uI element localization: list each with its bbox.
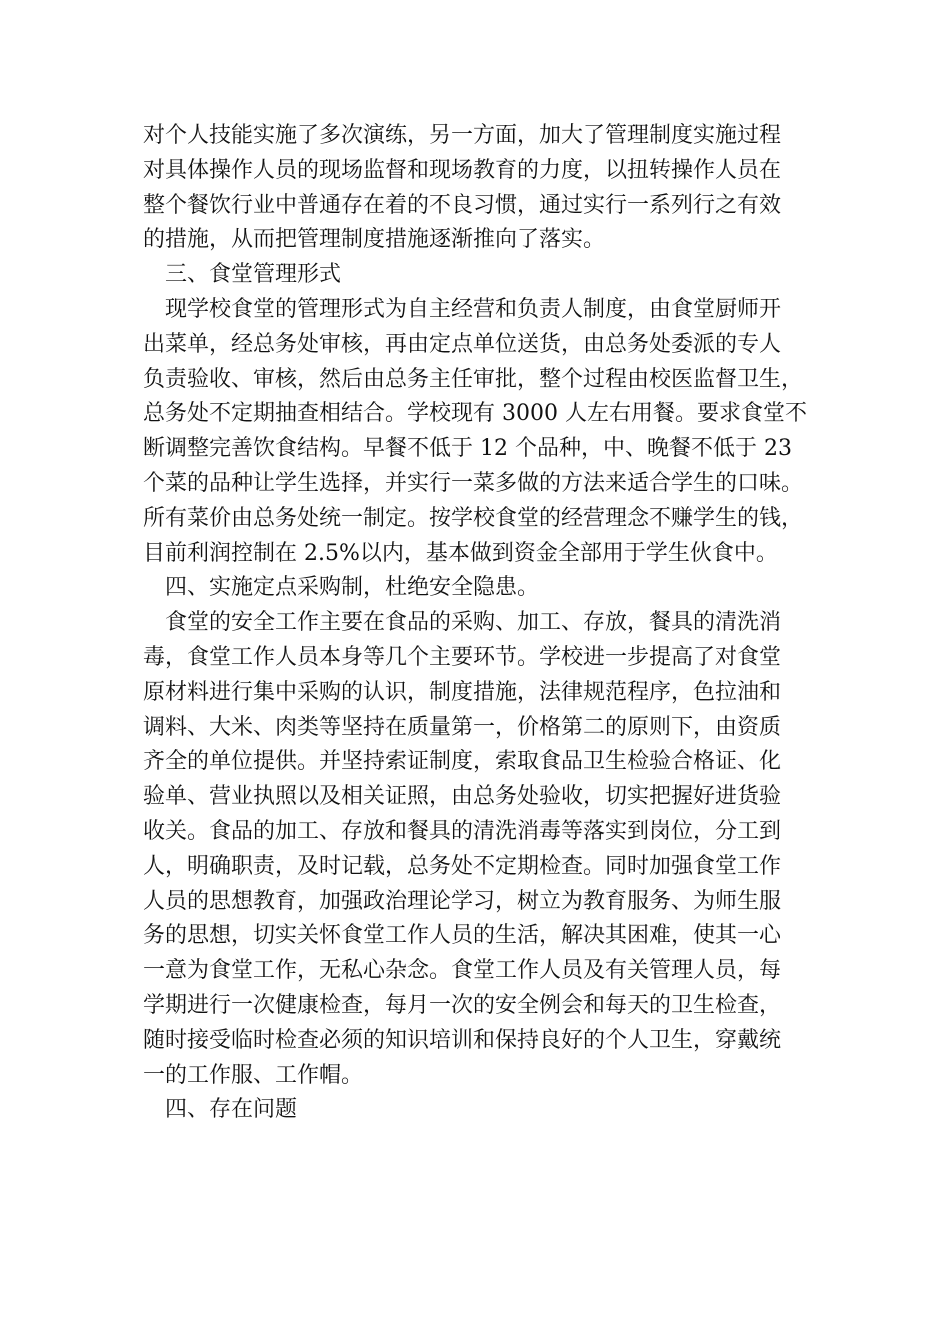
text-line: 人员的思想教育，加强政治理论学习，树立为教育服务、为师生服 — [143, 888, 782, 914]
text-line: 原材料进行集中采购的认识，制度措施，法律规范程序，色拉油和 — [143, 679, 782, 705]
text-line: 人，明确职责，及时记载，总务处不定期检查。同时加强食堂工作 — [143, 853, 782, 879]
text-line: 目前利润控制在 2.5%以内，基本做到资金全部用于学生伙食中。 — [143, 540, 778, 566]
text-line: 对具体操作人员的现场监督和现场教育的力度，以扭转操作人员在 — [143, 157, 782, 183]
paragraph-first-line: 三、食堂管理形式 — [165, 262, 342, 288]
text-line: 整个餐饮行业中普通存在着的不良习惯，通过实行一系列行之有效 — [143, 192, 782, 218]
text-line: 齐全的单位提供。并坚持索证制度，索取食品卫生检验合格证、化 — [143, 749, 782, 775]
text-line: 务的思想，切实关怀食堂工作人员的生活，解决其困难，使其一心 — [143, 923, 782, 949]
text-line: 收关。食品的加工、存放和餐具的清洗消毒等落实到岗位，分工到 — [143, 818, 782, 844]
text-line: 个菜的品种让学生选择，并实行一菜多做的方法来适合学生的口味。 — [143, 470, 804, 496]
text-line: 断调整完善饮食结构。早餐不低于 12 个品种，中、晚餐不低于 23 — [143, 436, 792, 462]
text-line: 对个人技能实施了多次演练，另一方面，加大了管理制度实施过程 — [143, 123, 782, 148]
text-line: 随时接受临时检查必须的知识培训和保持良好的个人卫生，穿戴统 — [143, 1027, 782, 1053]
paragraph-first-line: 四、存在问题 — [165, 1097, 298, 1123]
text-line: 出菜单，经总务处审核，再由定点单位送货，由总务处委派的专人 — [143, 331, 782, 357]
text-line: 验单、营业执照以及相关证照，由总务处验收，切实把握好进货验 — [143, 784, 782, 810]
text-line: 一意为食堂工作，无私心杂念。食堂工作人员及有关管理人员，每 — [143, 958, 782, 984]
text-line: 调料、大米、肉类等坚持在质量第一，价格第二的原则下，由资质 — [143, 714, 782, 740]
text-line: 一的工作服、工作帽。 — [143, 1062, 364, 1088]
document-body — [143, 119, 823, 1128]
paragraph-first-line: 食堂的安全工作主要在食品的采购、加工、存放，餐具的清洗消 — [165, 610, 782, 636]
text-line: 学期进行一次健康检查，每月一次的安全例会和每天的卫生检查， — [143, 992, 782, 1018]
text-line: 毒，食堂工作人员本身等几个主要环节。学校进一步提高了对食堂 — [143, 644, 782, 670]
paragraph-first-line: 现学校食堂的管理形式为自主经营和负责人制度，由食堂厨师开 — [165, 296, 782, 322]
text-line: 负责验收、审核，然后由总务主任审批，整个过程由校医监督卫生， — [143, 366, 804, 392]
text-line: 的措施，从而把管理制度措施逐渐推向了落实。 — [143, 227, 606, 253]
paragraph-first-line: 四、实施定点采购制，杜绝安全隐患。 — [165, 575, 540, 601]
text-line: 所有菜价由总务处统一制定。按学校食堂的经营理念不赚学生的钱， — [143, 505, 804, 531]
text-line: 总务处不定期抽查相结合。学校现有 3000 人左右用餐。要求食堂不 — [143, 401, 807, 427]
